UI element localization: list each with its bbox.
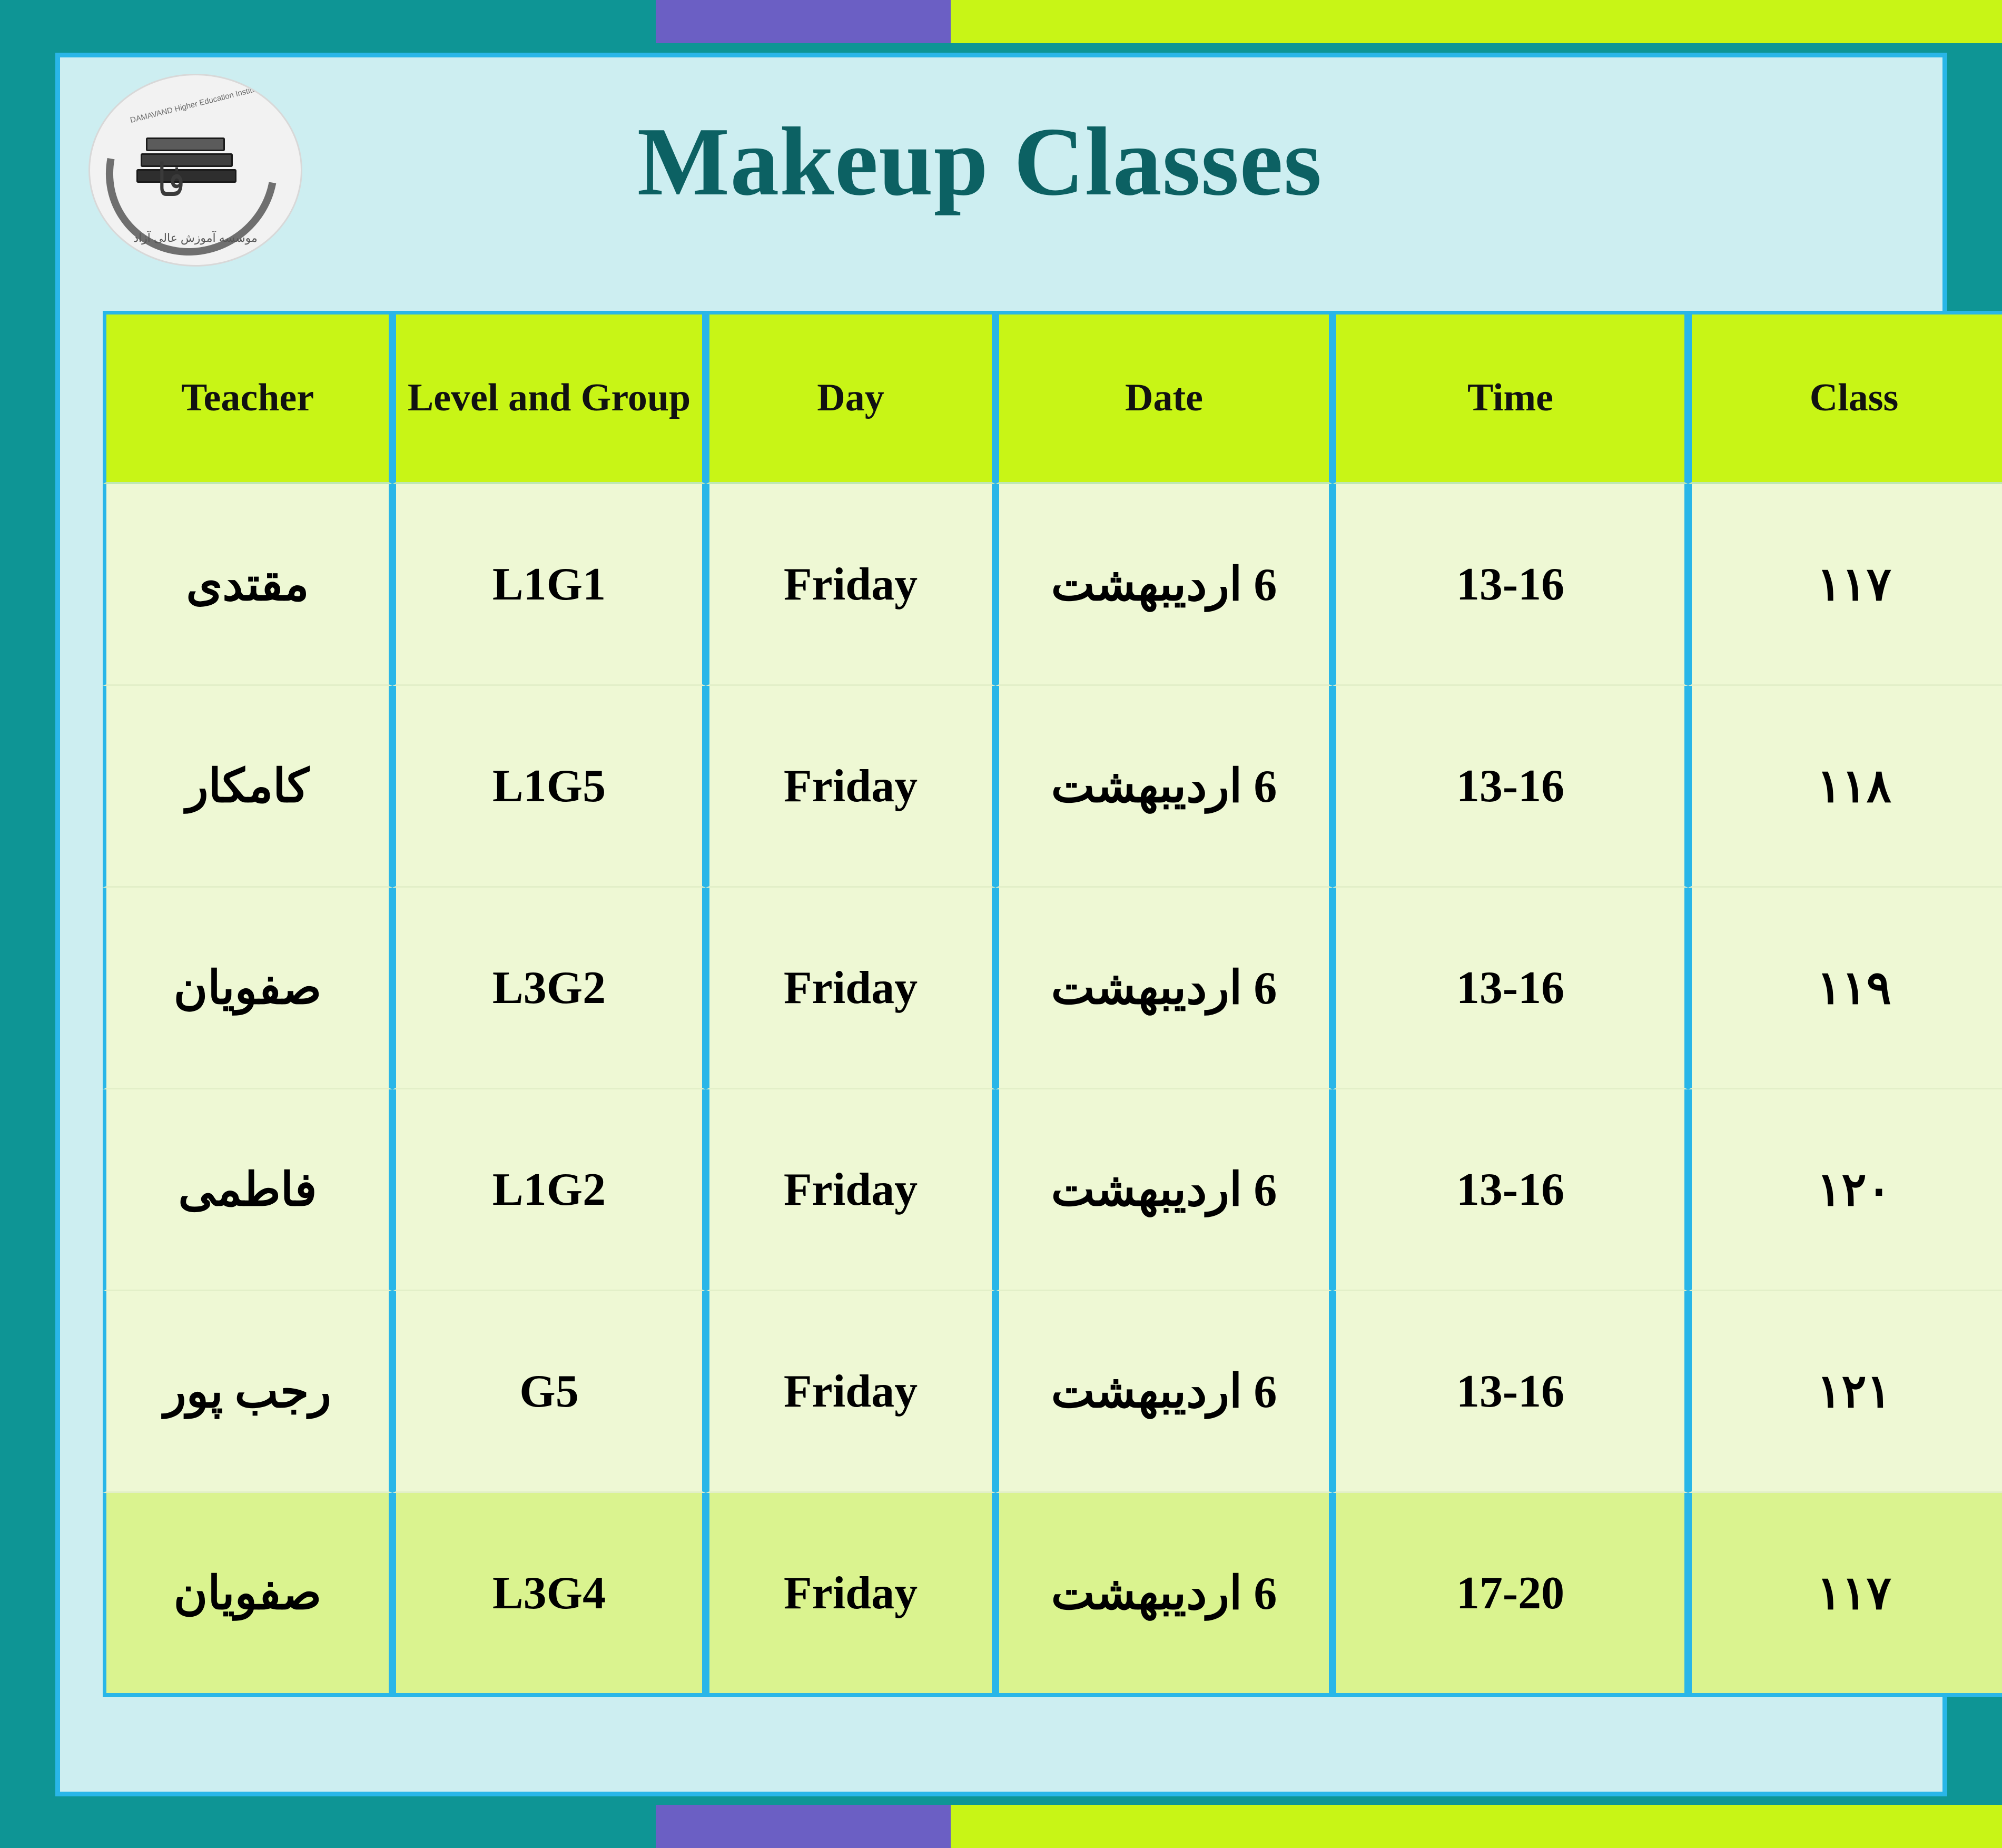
cell-day: Friday — [706, 484, 995, 686]
accent-segment-purple — [656, 1805, 951, 1848]
institute-logo — [88, 74, 307, 263]
page-title: Makeup Classes — [637, 107, 1323, 216]
accent-segment-purple — [656, 0, 951, 43]
cell-teacher: فاطمی — [103, 1089, 392, 1291]
cell-day: Friday — [706, 1493, 995, 1697]
table-row — [103, 1493, 2002, 1697]
cell-time: 13-16 — [1333, 1089, 1688, 1291]
cell-class: ۱۱۷ — [1688, 1493, 2002, 1697]
cell-day: Friday — [706, 888, 995, 1089]
logo-top-text: DAMAVAND Higher Education Institute — [129, 83, 264, 125]
cell-level-and-group: L1G2 — [392, 1089, 706, 1291]
cell-level-and-group: G5 — [392, 1291, 706, 1493]
bottom-accent-bar — [0, 1805, 2002, 1848]
cell-date: 6 اردیبهشت — [995, 484, 1333, 686]
table-row — [103, 1089, 2002, 1291]
cell-teacher: صفویان — [103, 1493, 392, 1697]
column-header-teacher: Teacher — [103, 311, 392, 484]
column-header-day: Day — [706, 311, 995, 484]
cell-teacher: رجب پور — [103, 1291, 392, 1493]
table-head — [103, 311, 2002, 484]
cell-teacher: صفویان — [103, 888, 392, 1089]
cell-time: 17-20 — [1333, 1493, 1688, 1697]
cell-time: 13-16 — [1333, 1291, 1688, 1493]
cell-class: ۱۱۹ — [1688, 888, 2002, 1089]
cell-time: 13-16 — [1333, 888, 1688, 1089]
cell-teacher: کامکار — [103, 686, 392, 888]
cell-date: 6 اردیبهشت — [995, 1089, 1333, 1291]
table-row — [103, 888, 2002, 1089]
cell-date: 6 اردیبهشت — [995, 686, 1333, 888]
column-header-time: Time — [1333, 311, 1688, 484]
schedule-table — [103, 311, 2002, 1697]
column-header-class: Class — [1688, 311, 2002, 484]
cell-time: 13-16 — [1333, 686, 1688, 888]
books-icon — [136, 137, 236, 201]
accent-segment-teal — [0, 0, 656, 43]
column-header-date: Date — [995, 311, 1333, 484]
book-shape — [141, 153, 233, 167]
cell-level-and-group: L3G2 — [392, 888, 706, 1089]
cell-teacher: مقتدی — [103, 484, 392, 686]
cell-class: ۱۱۸ — [1688, 686, 2002, 888]
logo-script-glyph: فا — [156, 154, 185, 207]
column-header-level-and-group: Level and Group — [392, 311, 706, 484]
cell-date: 6 اردیبهشت — [995, 1291, 1333, 1493]
table-row — [103, 686, 2002, 888]
accent-segment-lime — [951, 1805, 2002, 1848]
cell-class: ۱۲۱ — [1688, 1291, 2002, 1493]
cell-class: ۱۱۷ — [1688, 484, 2002, 686]
table-row — [103, 1291, 2002, 1493]
cell-class: ۱۲۰ — [1688, 1089, 2002, 1291]
table-body — [103, 484, 2002, 1697]
accent-segment-teal — [0, 1805, 656, 1848]
cell-level-and-group: L1G5 — [392, 686, 706, 888]
cell-level-and-group: L1G1 — [392, 484, 706, 686]
cell-date: 6 اردیبهشت — [995, 1493, 1333, 1697]
table-row — [103, 484, 2002, 686]
schedule-table-wrapper — [103, 311, 1925, 1697]
cell-day: Friday — [706, 1291, 995, 1493]
cell-day: Friday — [706, 1089, 995, 1291]
logo-circle — [88, 74, 302, 267]
cell-level-and-group: L3G4 — [392, 1493, 706, 1697]
cell-day: Friday — [706, 686, 995, 888]
cell-date: 6 اردیبهشت — [995, 888, 1333, 1089]
logo-bottom-text: موسسه آموزش عالی آزاد — [133, 231, 258, 244]
book-shape — [136, 169, 236, 183]
book-shape — [146, 137, 225, 151]
table-header-row — [103, 311, 2002, 484]
accent-segment-lime — [951, 0, 2002, 43]
cell-time: 13-16 — [1333, 484, 1688, 686]
top-accent-bar — [0, 0, 2002, 43]
